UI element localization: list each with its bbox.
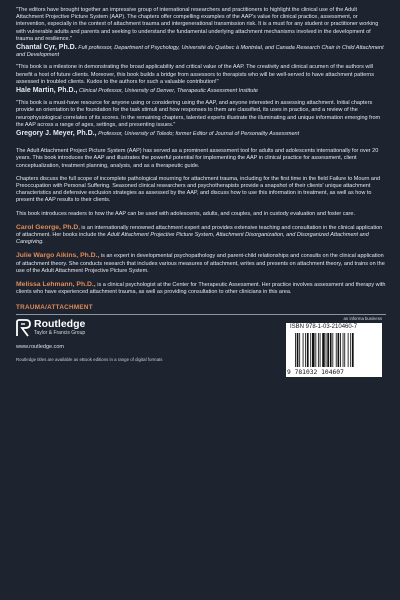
description-paragraph: Chapters discuss the full scope of incomplete pathological mourning for attachment trauma, including for the first time in the field Failure to Mourn and Preoccupation with Personal Suffering. Seasoned clinical researchers and psychotherapists provide a snapshot of their clients' unique attachment characteristics and defensive exclusion strategies as assessed by the AAP, and discuss how to use this information in treatment, as well as how to present the AAP results to their clients. <box>16 175 381 204</box>
author-bio <box>16 252 386 275</box>
endorser-name: Hale Martin, Ph.D., <box>16 87 78 95</box>
author-bio <box>16 281 386 296</box>
publisher-group: Taylor & Francis Group <box>34 330 86 336</box>
endorsement-quote: "This book is a milestone in demonstrating the broad applicability and critical value of the AAP. The creativity and clinical acumen of the authors will benefit a host of future clients. Moreover, this book builds a bridge from assessors to therapists who will be well-served to have attachment patterns assessed in troubled clients. Kudos to the authors for such a valuable contribution!" <box>16 64 374 85</box>
endorsement-attribution <box>16 44 386 59</box>
endorsement-quote: "The editors have brought together an impressive group of international researchers and practitioners to highlight the clinical use of the Adult Attachment Projective Picture System (AAP). The chapters offer compelling examples of the AAP's value for clinical practice, assessment, or intervention, especially in the context of attachment trauma and intergenerational transmission risk. It is a must for any student or practitioner working with vulnerable adults and parents and seeking to understand the fundamental underlying attachment mechanisms involved in the development of trauma and resilience." <box>16 7 379 42</box>
isbn-label: ISBN 978-1-03-210460-7 <box>290 323 358 330</box>
endorsement <box>16 64 386 95</box>
publisher-url[interactable]: www.routledge.com <box>16 343 64 350</box>
endorser-name: Gregory J. Meyer, Ph.D., <box>16 130 97 138</box>
author-name: Melissa Lehmann, Ph.D., <box>16 281 96 289</box>
author-name: Julie Wargo Aikins, Ph.D., <box>16 252 100 260</box>
endorsement-attribution <box>16 130 386 138</box>
endorser-title: Clinical Professor, University of Denver, Therapeutic Assessment Institute <box>79 88 258 95</box>
endorsement <box>16 7 386 59</box>
author-bio-text: is an expert in developmental psychopathology and parent-child relationships and consults on the clinical application of attachment theory. She conducts research that includes various measures of attachment, writes and presents on attachment theory, and trains on the use of the Adult Attachment Projective Picture System. <box>16 253 385 274</box>
informa-label: an informa business <box>343 315 382 321</box>
publisher-footer <box>16 315 386 385</box>
barcode <box>286 323 382 377</box>
endorser-title: Professor, University of Toledo; former Editor of Journal of Personality Assessment <box>98 131 300 138</box>
endorsement-quote: "This book is a must-have resource for anyone using or considering using the AAP, and anyone interested in assessing attachment. Initial chapters provide an orientation to the foundation for the task stimuli and how responses to them are classified, its uses in practice, and a review of the neurophysiological correlates of its scores. In the remaining chapters, talented experts illustrate the illuminating and unique information emerging from the AAP across a range of ages, settings, and presenting issues." <box>16 100 381 128</box>
author-bio <box>16 224 386 247</box>
endorsement <box>16 100 386 138</box>
author-name: Carol George, Ph.D <box>16 223 79 231</box>
description-paragraph: The Adult Attachment Project Picture System (AAP) has served as a prominent assessment tool for adults and adolescents internationally for over 20 years. This book introduces the AAP and illustrates the powerful potential for implementing the AAP in clinical practice for assessment, client conceptualization, treatment planning, analysis, and as a therapeutic guide. <box>16 148 379 169</box>
barcode-bars <box>295 333 375 369</box>
endorser-title: Full professor, Department of Psychology, Université du Québec à Montréal, and Canada Research Chair in Child Attachment and Development <box>16 45 384 59</box>
subject-category: TRAUMA/ATTACHMENT <box>16 303 93 311</box>
publisher-logo <box>16 319 85 337</box>
description-paragraph: This book introduces readers to how the AAP can be used with adolescents, adults, and couples, and in custody evaluation and foster care. <box>16 210 355 217</box>
author-books: Adult Attachment Projective Picture System, Attachment Disorganization, and Disorganized Attachment and Caregiving. <box>16 232 369 246</box>
endorser-name: Chantal Cyr, Ph.D. <box>16 44 77 52</box>
endorsement-attribution <box>16 87 386 95</box>
author-bio-text: is a clinical psychologist at the Center for Therapeutic Assessment. Her practice involves assessment and therapy with clients who have experienced attachment trauma, as well as providing consultation to other clinicians in this area. <box>16 282 386 296</box>
ebook-note: Routledge titles are available as eBook editions in a range of digital formats <box>16 356 163 362</box>
author-bio-text: , is an internationally renowned attachment expert and provides extensive teaching and consultation in the clinical application of attachment. Her books include the <box>16 224 383 239</box>
publisher-name: Routledge <box>34 318 86 330</box>
routledge-logo-icon <box>16 319 31 337</box>
barcode-number: 9 781032 104607 <box>287 368 344 376</box>
